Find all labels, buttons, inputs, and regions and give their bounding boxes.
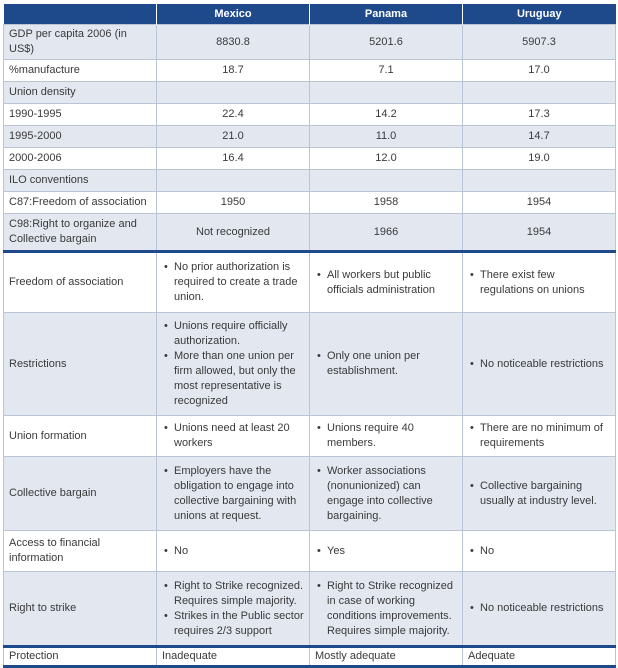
cell-mexico: 18.7: [157, 60, 310, 82]
bullet-list: [162, 260, 304, 305]
table-header-row: [4, 4, 616, 25]
table-row-gdp: [4, 25, 616, 60]
cell-panama: 7.1: [310, 60, 463, 82]
bullet-item: • No: [174, 544, 304, 559]
row-label: 1990-1995: [4, 104, 157, 126]
bullet-item: • More than one union per firm allowed, but only the most representative is recognized: [174, 349, 304, 409]
row-label: 2000-2006: [4, 148, 157, 170]
row-label: %manufacture: [4, 60, 157, 82]
cell-panama: 11.0: [310, 126, 463, 148]
bullet-item: • Yes: [327, 544, 457, 559]
bullet-list: [162, 544, 304, 559]
table-row: [4, 531, 616, 572]
row-label: Right to strike: [4, 572, 157, 647]
table-row-c98: [4, 214, 616, 252]
cell-mexico: [157, 82, 310, 104]
cell-mexico: 22.4: [157, 104, 310, 126]
bullet-item: • There exist few regulations on unions: [480, 268, 610, 298]
cell-uruguay: 19.0: [463, 148, 616, 170]
bullet-list: [315, 268, 457, 298]
bullet-list: [468, 544, 610, 559]
bullet-item: • All workers but public officials administration: [327, 268, 457, 298]
cell-panama: 14.2: [310, 104, 463, 126]
header-empty-cell: [4, 4, 157, 25]
row-label: Collective bargain: [4, 457, 157, 531]
cell-uruguay: [463, 457, 616, 531]
cell-panama: 12.0: [310, 148, 463, 170]
header-panama: Panama: [310, 4, 463, 25]
bullet-item: • Unions require 40 members.: [327, 421, 457, 451]
cell-mexico: [157, 531, 310, 572]
cell-uruguay: [463, 252, 616, 313]
table-row: [4, 416, 616, 457]
bullet-list: [315, 579, 457, 639]
cell-uruguay: 1954: [463, 214, 616, 252]
cell-uruguay: [463, 313, 616, 416]
bullet-item: • Strikes in the Public sector requires 2/3 support: [174, 609, 304, 639]
bullet-item: • Worker associations (nonunionized) can engage into collective bargaining.: [327, 464, 457, 524]
cell-panama: 5201.6: [310, 25, 463, 60]
table-row-protection: [4, 647, 616, 667]
comparison-table-wrapper: [3, 4, 615, 668]
cell-uruguay: [463, 82, 616, 104]
bullet-list: [468, 601, 610, 616]
bullet-list: [162, 464, 304, 524]
table-row-union-density-heading: [4, 82, 616, 104]
bullet-list: [162, 319, 304, 409]
bullet-item: • There are no minimum of requirements: [480, 421, 610, 451]
row-label: 1995-2000: [4, 126, 157, 148]
row-label: C87:Freedom of association: [4, 192, 157, 214]
bullet-item: • Employers have the obligation to engage into collective bargaining with unions at request.: [174, 464, 304, 524]
cell-mexico: [157, 457, 310, 531]
row-label: ILO conventions: [4, 170, 157, 192]
cell-mexico: 21.0: [157, 126, 310, 148]
bullet-list: [315, 544, 457, 559]
bullet-item: • Unions require officially authorization.: [174, 319, 304, 349]
cell-mexico: [157, 252, 310, 313]
cell-uruguay: 17.3: [463, 104, 616, 126]
bullet-item: • No noticeable restrictions: [480, 601, 610, 616]
bullet-list: [468, 421, 610, 451]
cell-mexico: Not recognized: [157, 214, 310, 252]
row-label: Union density: [4, 82, 157, 104]
cell-mexico: [157, 313, 310, 416]
header-mexico: Mexico: [157, 4, 310, 25]
cell-uruguay: [463, 531, 616, 572]
table-row-2000-2006: [4, 148, 616, 170]
cell-uruguay: 14.7: [463, 126, 616, 148]
row-label: Freedom of association: [4, 252, 157, 313]
cell-uruguay: [463, 572, 616, 647]
cell-panama: 1966: [310, 214, 463, 252]
cell-uruguay: 5907.3: [463, 25, 616, 60]
cell-panama: [310, 252, 463, 313]
row-label: Restrictions: [4, 313, 157, 416]
table-row: [4, 313, 616, 416]
bullet-item: • Unions need at least 20 workers: [174, 421, 304, 451]
bullet-list: [162, 421, 304, 451]
cell-mexico: 8830.8: [157, 25, 310, 60]
bullet-list: [162, 579, 304, 639]
row-label: GDP per capita 2006 (in US$): [4, 25, 157, 60]
cell-mexico: 16.4: [157, 148, 310, 170]
cell-panama: [310, 170, 463, 192]
bullet-list: [468, 357, 610, 372]
cell-panama: Mostly adequate: [310, 647, 463, 667]
cell-uruguay: Adequate: [463, 647, 616, 667]
cell-panama: [310, 572, 463, 647]
qualitative-rows: [4, 252, 616, 647]
table-row: [4, 457, 616, 531]
table-row-manufacture: [4, 60, 616, 82]
bullet-item: • Right to Strike recognized. Requires simple majority.: [174, 579, 304, 609]
table-row-ilo-conventions-heading: [4, 170, 616, 192]
cell-mexico: 1950: [157, 192, 310, 214]
cell-mexico: Inadequate: [157, 647, 310, 667]
table-row-c87: [4, 192, 616, 214]
bullet-item: • Only one union per establishment.: [327, 349, 457, 379]
table-row-1990-1995: [4, 104, 616, 126]
bullet-item: • No noticeable restrictions: [480, 357, 610, 372]
labor-regulation-comparison-table: [3, 4, 616, 668]
bullet-list: [315, 464, 457, 524]
cell-uruguay: 17.0: [463, 60, 616, 82]
bullet-list: [315, 349, 457, 379]
table-row-1995-2000: [4, 126, 616, 148]
bullet-item: • No: [480, 544, 610, 559]
cell-uruguay: [463, 416, 616, 457]
cell-panama: [310, 531, 463, 572]
cell-uruguay: [463, 170, 616, 192]
cell-panama: [310, 416, 463, 457]
cell-mexico: [157, 416, 310, 457]
row-label: Access to financial information: [4, 531, 157, 572]
row-label: Union formation: [4, 416, 157, 457]
row-label: C98:Right to organize and Collective bargain: [4, 214, 157, 252]
cell-mexico: [157, 572, 310, 647]
bullet-item: • No prior authorization is required to create a trade union.: [174, 260, 304, 305]
table-row: [4, 252, 616, 313]
bullet-list: [315, 421, 457, 451]
cell-panama: [310, 457, 463, 531]
cell-uruguay: 1954: [463, 192, 616, 214]
cell-mexico: [157, 170, 310, 192]
bullet-item: • Right to Strike recognized in case of working conditions improvements. Requires simple majority.: [327, 579, 457, 639]
bullet-list: [468, 268, 610, 298]
bullet-list: [468, 479, 610, 509]
cell-panama: [310, 82, 463, 104]
header-uruguay: Uruguay: [463, 4, 616, 25]
bullet-item: • Collective bargaining usually at industry level.: [480, 479, 610, 509]
cell-panama: [310, 313, 463, 416]
table-row: [4, 572, 616, 647]
row-label: Protection: [4, 647, 157, 667]
cell-panama: 1958: [310, 192, 463, 214]
